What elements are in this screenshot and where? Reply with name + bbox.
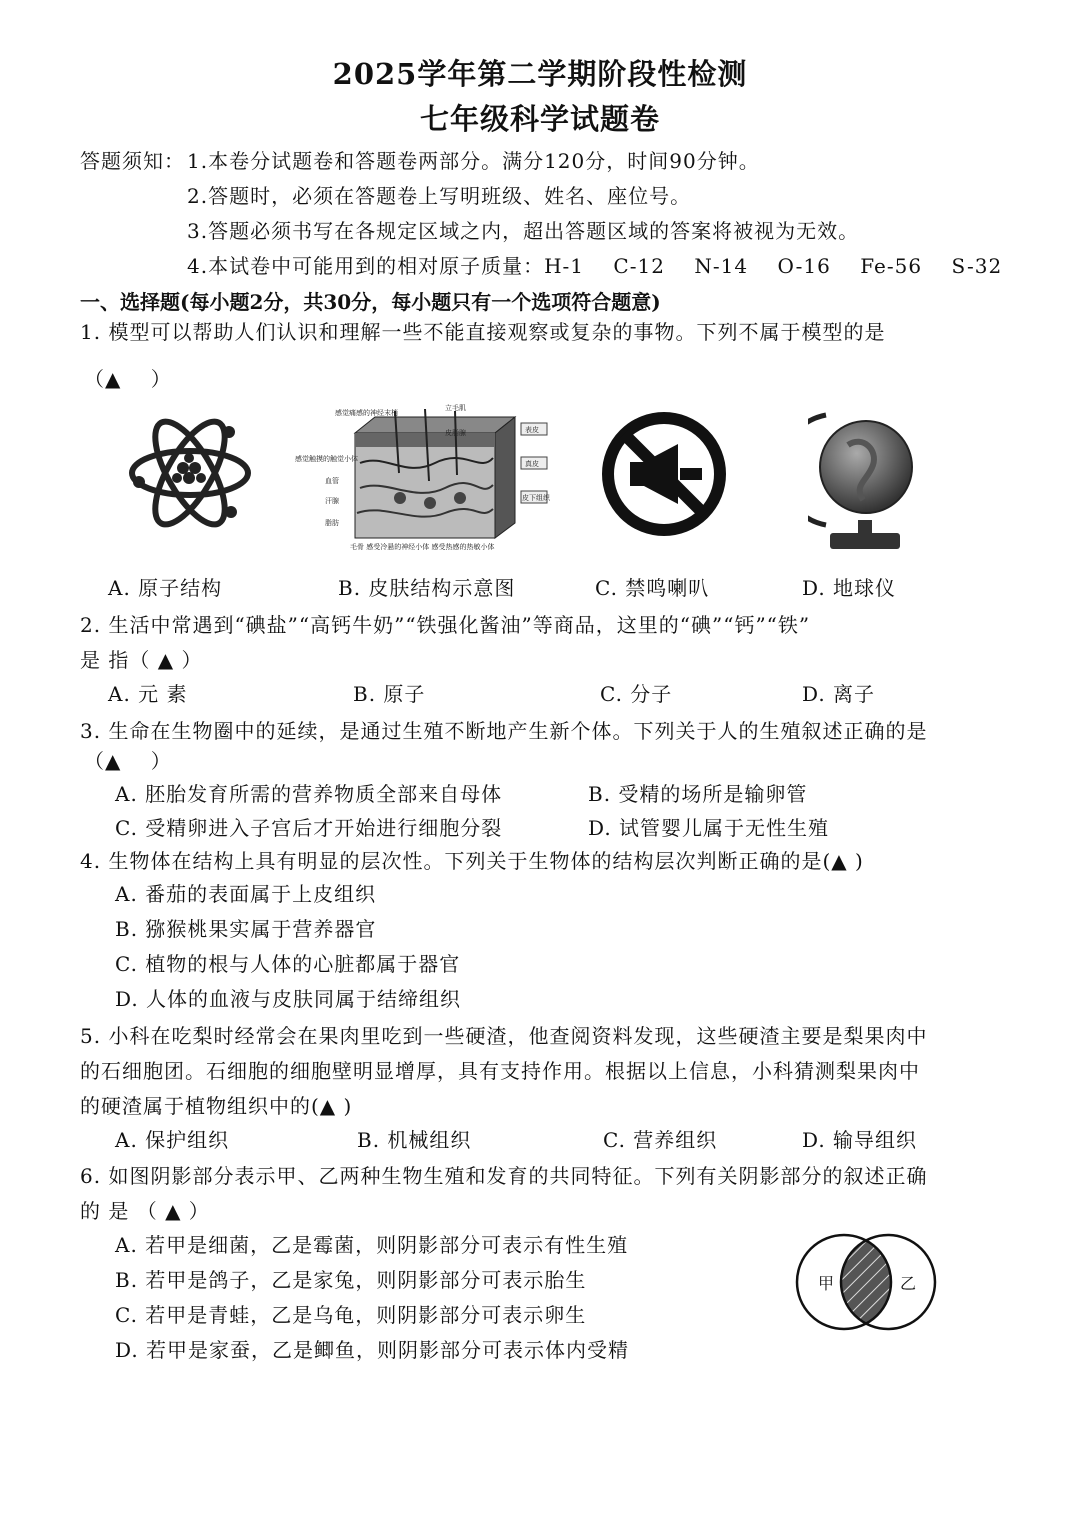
- venn-diagram: [790, 1232, 942, 1332]
- notes-prefix: 答题须知：: [80, 149, 185, 173]
- question-2-stem-line-2: 是 指（ ▲ ）: [80, 648, 203, 672]
- exam-title: 2025学年第二学期阶段性检测: [332, 57, 748, 91]
- note-item-1: 1.本卷分试题卷和答题卷两部分。满分120分，时间90分钟。: [187, 149, 760, 173]
- question-4-option-a: A. 番茄的表面属于上皮组织: [115, 882, 377, 906]
- skin-label-gland: 皮脂腺: [445, 429, 466, 437]
- skin-label-muscle: 立毛肌: [445, 404, 466, 412]
- question-4-option-d: D. 人体的血液与皮肤同属于结缔组织: [115, 987, 462, 1011]
- question-6-option-b: B. 若甲是鸽子，乙是家兔，则阴影部分可表示胎生: [115, 1268, 587, 1292]
- question-1-answer-slot: （▲ ）: [84, 367, 172, 391]
- question-4-stem: 4. 生物体在结构上具有明显的层次性。下列关于生物体的结构层次判断正确的是(▲ ): [80, 849, 864, 873]
- question-2-stem-line-1: 2. 生活中常遇到“碘盐”“高钙牛奶”“铁强化酱油”等商品，这里的“碘”“钙”“铁”: [80, 613, 811, 637]
- note-item-4: 4.本试卷中可能用到的相对原子质量：H-1 C-12 N-14 O-16 Fe-56 S-32: [187, 254, 1003, 278]
- skin-caption: 毛骨 感受冷悬的神经小体 感受热感的热敏小体: [350, 543, 495, 551]
- skin-label-sweat: 汗腺: [325, 497, 339, 505]
- question-5-stem-line-3: 的硬渣属于植物组织中的(▲ ): [80, 1094, 353, 1118]
- question-6-stem-line-2: 的 是 （ ▲ ）: [80, 1199, 210, 1223]
- question-5-option-d: D. 输导组织: [802, 1128, 918, 1152]
- question-3-option-b: B. 受精的场所是输卵管: [588, 782, 808, 806]
- question-3-stem-line-1: 3. 生命在生物圈中的延续，是通过生殖不断地产生新个体。下列关于人的生殖叙述正确的是: [80, 719, 928, 743]
- skin-label-nerve: 感觉痛感的神经末梢: [335, 409, 398, 417]
- question-6-option-a: A. 若甲是细菌，乙是霉菌，则阴影部分可表示有性生殖: [115, 1233, 629, 1257]
- question-5-stem-line-2: 的石细胞团。石细胞的细胞壁明显增厚，具有支持作用。根据以上信息，小科猜测梨果肉中: [80, 1059, 920, 1083]
- question-1-option-b: B. 皮肤结构示意图: [338, 576, 516, 600]
- question-5-option-c: C. 营养组织: [603, 1128, 718, 1152]
- question-1-stem: 1. 模型可以帮助人们认识和理解一些不能直接观察或复杂的事物。下列不属于模型的是: [80, 320, 886, 344]
- question-1-option-d: D. 地球仪: [802, 576, 897, 600]
- venn-left-label: 甲: [818, 1274, 835, 1293]
- skin-label-dermis: 真皮: [525, 460, 539, 468]
- question-5-option-b: B. 机械组织: [357, 1128, 472, 1152]
- skin-label-vessel: 血管: [325, 477, 339, 485]
- question-3-answer-slot: （▲ ）: [84, 749, 172, 773]
- question-1-option-c: C. 禁鸣喇叭: [595, 576, 710, 600]
- question-3-option-c: C. 受精卵进入子宫后才开始进行细胞分裂: [115, 816, 503, 840]
- question-1-option-a: A. 原子结构: [108, 576, 223, 600]
- question-2-option-b: B. 原子: [353, 682, 426, 706]
- question-3-option-a: A. 胚胎发育所需的营养物质全部来自母体: [115, 782, 503, 806]
- no-horn-sign-figure: [600, 410, 728, 538]
- exam-subtitle: 七年级科学试题卷: [419, 102, 660, 136]
- question-2-option-d: D. 离子: [802, 682, 876, 706]
- question-3-option-d: D. 试管婴儿属于无性生殖: [588, 816, 830, 840]
- skin-label-touch: 感觉触摸的触觉小体: [295, 455, 358, 463]
- venn-right-label: 乙: [900, 1274, 917, 1293]
- globe-figure: [808, 405, 918, 555]
- question-2-option-c: C. 分子: [600, 682, 673, 706]
- question-2-option-a: A. 元 素: [108, 682, 188, 706]
- section-title: 一、选择题(每小题2分，共30分，每小题只有一个选项符合题意): [80, 290, 661, 314]
- note-item-2: 2.答题时，必须在答题卷上写明班级、姓名、座位号。: [187, 184, 692, 208]
- skin-label-epidermis: 表皮: [525, 426, 539, 434]
- question-6-option-d: D. 若甲是家蚕，乙是鲫鱼，则阴影部分可表示体内受精: [115, 1338, 630, 1362]
- note-item-3: 3.答题必须书写在各规定区域之内，超出答题区域的答案将被视为无效。: [187, 219, 860, 243]
- skin-label-subcutis: 皮下组织: [522, 494, 550, 502]
- question-5-stem-line-1: 5. 小科在吃梨时经常会在果肉里吃到一些硬渣，他查阅资料发现，这些硬渣主要是梨果肉中: [80, 1024, 928, 1048]
- atom-structure-figure: [125, 408, 255, 538]
- question-4-option-b: B. 猕猴桃果实属于营养器官: [115, 917, 377, 941]
- question-6-stem-line-1: 6. 如图阴影部分表示甲、乙两种生物生殖和发育的共同特征。下列有关阴影部分的叙述正确: [80, 1164, 928, 1188]
- question-6-option-c: C. 若甲是青蛙，乙是乌龟，则阴影部分可表示卵生: [115, 1303, 587, 1327]
- skin-label-fat: 脂肪: [325, 519, 339, 527]
- skin-structure-figure: [295, 403, 555, 553]
- question-4-option-c: C. 植物的根与人体的心脏都属于器官: [115, 952, 461, 976]
- question-5-option-a: A. 保护组织: [115, 1128, 230, 1152]
